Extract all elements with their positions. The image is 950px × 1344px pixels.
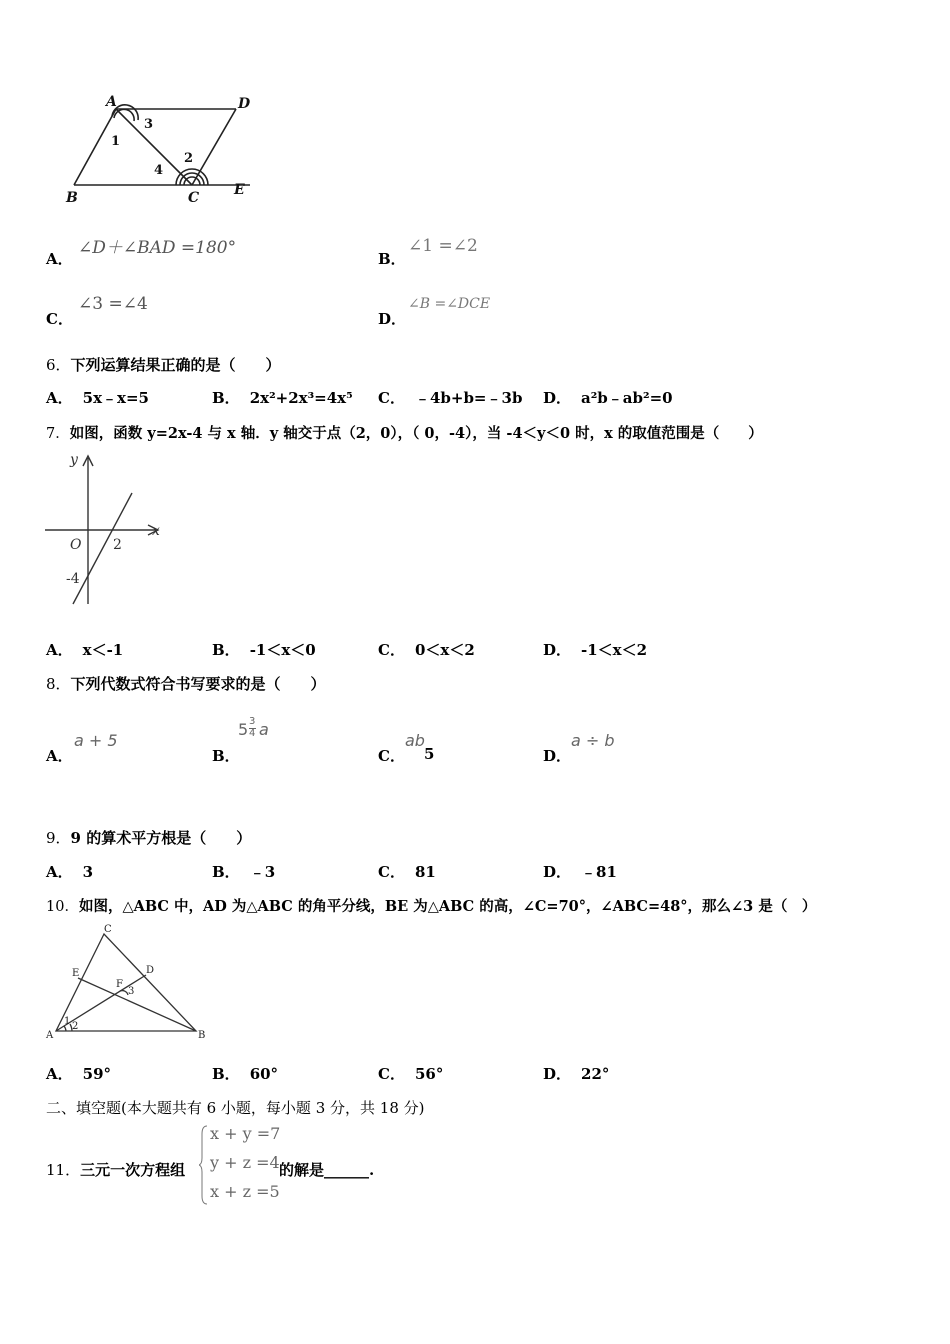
question-text: 三元一次方程组: [80, 1161, 186, 1179]
q7-linear-function-graph: [40, 446, 170, 611]
q8-option-d[interactable]: [543, 745, 571, 766]
option-text: 5x﹣x=5: [82, 389, 149, 407]
q5-option-b[interactable]: [378, 248, 406, 269]
question-number: 7．: [46, 426, 70, 442]
q10-triangle-figure: [42, 920, 212, 1045]
q11-equation-1: x + y =7: [210, 1124, 281, 1143]
question-text: 下列代数式符合书写要求的是（ ）: [70, 675, 326, 693]
option-label: A．: [46, 863, 73, 881]
q7-fig-label-origin: O: [70, 537, 82, 553]
q5-parallelogram-figure: [58, 90, 258, 210]
q8-option-b[interactable]: [212, 745, 240, 766]
option-label: A．: [46, 250, 73, 268]
q5-fig-angle-4: 4: [154, 163, 164, 178]
q9-option-a[interactable]: [46, 861, 93, 882]
q8-option-c-suffix: 5: [424, 745, 435, 763]
q7-fig-label-x: x: [152, 523, 160, 539]
q10-fig-label-B: B: [198, 1030, 206, 1041]
option-label: D．: [543, 641, 572, 659]
q10-stem: [46, 895, 816, 916]
option-label: C．: [46, 310, 73, 328]
option-text: ﹣4b+b=﹣3b: [414, 389, 523, 407]
mixed-whole: 5: [238, 720, 249, 739]
option-label: B．: [212, 641, 240, 659]
section-heading: 二、填空题(本大题共有 6 小题，每小题 3 分，共 18 分): [46, 1099, 425, 1117]
q6-option-a[interactable]: [46, 387, 149, 408]
q5-option-c-expr: ∠3 =∠4: [78, 294, 148, 314]
option-text: 22°: [581, 1065, 610, 1083]
option-label: D．: [543, 747, 572, 765]
fraction-denominator: 4: [249, 728, 256, 739]
q9-option-b[interactable]: [212, 861, 275, 882]
option-label: C．: [378, 389, 405, 407]
question-text: 9 的算术平方根是（ ）: [70, 829, 252, 847]
option-label: C．: [378, 641, 405, 659]
q10-fig-angle-2: 2: [72, 1021, 79, 1032]
q7-option-b[interactable]: [212, 639, 316, 660]
question-number: 11．: [46, 1161, 81, 1179]
fraction-numerator: 3: [249, 716, 256, 727]
q10-fig-label-C: C: [104, 924, 112, 935]
q10-fig-label-F: F: [116, 979, 123, 990]
q6-option-b[interactable]: [212, 387, 353, 408]
question-text: 如图，△ABC 中，AD 为△ABC 的角平分线，BE 为△ABC 的高，∠C=70°，∠ABC=48°，那么∠3 是（ ）: [78, 898, 817, 915]
q8-option-c-expr: ab: [405, 731, 425, 750]
q10-fig-label-E: E: [72, 968, 80, 979]
question-number: 6．: [46, 356, 71, 374]
mixed-variable: a: [259, 720, 269, 739]
q5-fig-label-A: A: [106, 94, 117, 110]
q10-option-b[interactable]: [212, 1063, 278, 1084]
option-text: -1＜x＜0: [249, 641, 316, 659]
option-label: C．: [378, 747, 405, 765]
q5-fig-angle-2: 2: [184, 151, 194, 166]
option-text: 3: [82, 863, 94, 881]
option-label: D．: [543, 863, 572, 881]
q5-fig-label-E: E: [234, 182, 245, 198]
question-text: 如图，函数 y=2x-4 与 x 轴．y 轴交于点（2，0），（ 0，-4），当 -4＜y＜0 时，x 的取值范围是（ ）: [69, 425, 763, 442]
option-label: C．: [378, 863, 405, 881]
option-label: A．: [46, 389, 73, 407]
q8-option-c[interactable]: [378, 745, 405, 766]
option-label: A．: [46, 747, 73, 765]
option-text: 2x²+2x³=4x⁵: [249, 389, 353, 407]
option-text: x＜-1: [82, 641, 124, 659]
q5-option-a-expr: ∠D＋∠BAD =180°: [78, 238, 237, 258]
q10-fig-angle-3: 3: [128, 986, 135, 997]
q7-option-d[interactable]: [543, 639, 647, 660]
option-label: D．: [543, 389, 572, 407]
q5-option-d-expr: ∠B =∠DCE: [408, 296, 491, 312]
option-label: C．: [378, 1065, 405, 1083]
option-label: B．: [378, 250, 406, 268]
q9-stem: [46, 827, 251, 848]
q9-option-d[interactable]: [543, 861, 617, 882]
question-number: 9．: [46, 829, 71, 847]
q5-fig-label-B: B: [66, 190, 78, 206]
option-text: 59°: [82, 1065, 112, 1083]
option-text: ﹣3: [249, 863, 276, 881]
q10-fig-label-A: A: [46, 1030, 54, 1041]
q11-stem-before: [46, 1159, 185, 1180]
q8-option-d-expr: a ÷ b: [571, 731, 615, 750]
q5-option-d[interactable]: [378, 308, 406, 329]
q10-fig-angle-1: 1: [64, 1016, 71, 1027]
q7-stem: [46, 422, 763, 443]
q10-option-a[interactable]: [46, 1063, 111, 1084]
q6-option-d[interactable]: [543, 387, 673, 408]
option-text: 60°: [249, 1065, 279, 1083]
option-label: B．: [212, 747, 240, 765]
q11-brace: [199, 1124, 209, 1206]
q5-fig-label-D: D: [238, 96, 251, 112]
q5-option-c[interactable]: [46, 308, 73, 329]
option-text: 0＜x＜2: [414, 641, 475, 659]
question-text: 下列运算结果正确的是（ ）: [70, 356, 281, 374]
q5-fig-angle-1: 1: [111, 134, 121, 149]
option-text: ﹣81: [581, 863, 617, 881]
option-label: A．: [46, 1065, 73, 1083]
option-label: B．: [212, 389, 240, 407]
q6-option-c[interactable]: [378, 387, 522, 408]
q7-fig-label-y: y: [70, 452, 78, 468]
q5-fig-angle-3: 3: [144, 117, 154, 132]
option-label: D．: [378, 310, 407, 328]
q8-option-a[interactable]: [46, 745, 73, 766]
option-text: -1＜x＜2: [581, 641, 648, 659]
q7-option-a[interactable]: [46, 639, 123, 660]
q8-stem: [46, 673, 326, 694]
option-text: 81: [414, 863, 436, 881]
q5-option-a[interactable]: [46, 248, 73, 269]
option-label: B．: [212, 1065, 240, 1083]
q7-option-c[interactable]: [378, 639, 475, 660]
q10-option-c[interactable]: [378, 1063, 443, 1084]
q11-stem-after: 的解是______.: [279, 1161, 375, 1179]
q10-option-d[interactable]: [543, 1063, 609, 1084]
q10-fig-label-D: D: [146, 965, 155, 976]
option-label: B．: [212, 863, 240, 881]
q9-option-c[interactable]: [378, 861, 436, 882]
option-text: a²b﹣ab²=0: [581, 389, 673, 407]
q11-equation-3: x + z =5: [210, 1182, 280, 1201]
option-label: D．: [543, 1065, 572, 1083]
option-text: 56°: [414, 1065, 444, 1083]
question-number: 8．: [46, 675, 71, 693]
q7-fig-label-2: 2: [113, 537, 122, 553]
q6-stem: [46, 354, 281, 375]
option-label: A．: [46, 641, 73, 659]
q8-option-a-expr: a + 5: [74, 731, 118, 750]
q11-equation-2: y + z =4: [210, 1153, 280, 1172]
q5-option-b-expr: ∠1 =∠2: [408, 236, 478, 256]
question-number: 10．: [46, 899, 79, 915]
q7-fig-label-minus4: -4: [66, 571, 80, 587]
q5-fig-label-C: C: [188, 190, 200, 206]
